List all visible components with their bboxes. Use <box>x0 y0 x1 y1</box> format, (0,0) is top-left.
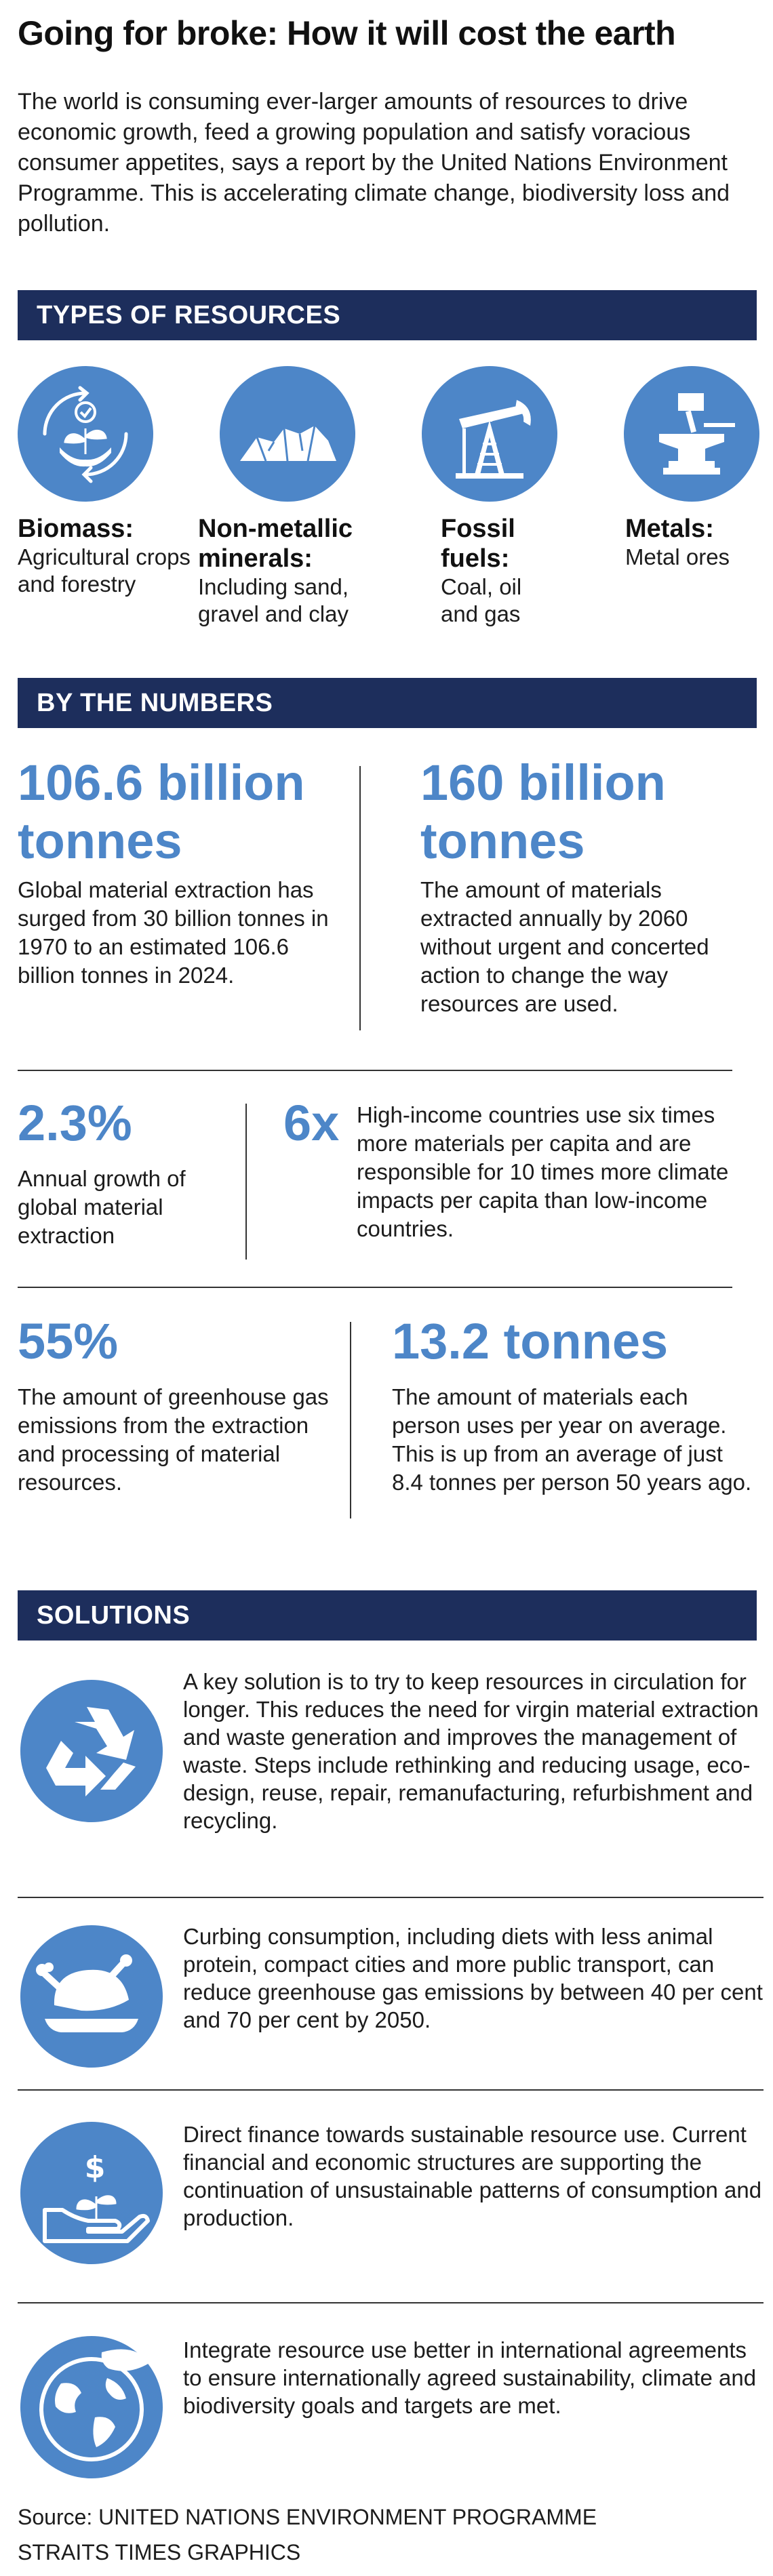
divider <box>18 1070 732 1071</box>
types-section-heading: TYPES OF RESOURCES <box>18 290 757 340</box>
svg-text:$: $ <box>84 2150 106 2185</box>
stat-value-growth: 2.3% <box>18 1095 132 1151</box>
divider <box>359 766 361 1030</box>
divider <box>350 1322 351 1518</box>
resource-metals <box>625 514 761 571</box>
resource-name: Non-metallic minerals: <box>198 515 353 573</box>
stat-text-extraction-2060: The amount of materials extracted annually by 2060 without urgent and concerted action to change the way resources are used. <box>420 877 709 1016</box>
stat-text-emissions: The amount of greenhouse gas emissions from the extraction and processing of material resources. <box>18 1384 329 1495</box>
source-line: Source: UNITED NATIONS ENVIRONMENT PROGRAMME <box>18 2505 597 2529</box>
resource-non-metallic-minerals <box>198 514 401 628</box>
resource-desc: Coal, oil and gas <box>441 574 522 626</box>
intro-paragraph: The world is consuming ever-larger amounts of resources to drive economic growth, feed a growing population and satisfy voracious consumer appetites, says a report by the United Nations Environment Programme. This is accelerating climate change, biodiversity loss and pollution. <box>18 89 730 237</box>
divider <box>18 2089 764 2091</box>
solution-text-consumption: Curbing consumption, including diets with less animal protein, compact cities and more public transport, can reduce greenhouse gas emissions by between 40 per cent and 70 per cent by 2050. <box>183 1924 763 2032</box>
page-title: Going for broke: How it will cost the earth <box>18 14 676 52</box>
credit-line: STRAITS TIMES GRAPHICS <box>18 2540 301 2564</box>
recycle-icon <box>20 1680 163 1822</box>
resource-fossil-fuels <box>441 514 563 628</box>
solutions-section-heading: SOLUTIONS <box>18 1590 757 1641</box>
solution-text-circulation: A key solution is to try to keep resources in circulation for longer. This reduces the need for virgin material extraction and waste generation and improves the management of waste. Steps include rethinking and reducing usage, eco-design, reuse, repair, remanufacturing, refurbishment and recycling. <box>183 1669 759 1833</box>
resource-biomass <box>18 514 194 598</box>
oil-pump-jack-icon <box>422 366 557 502</box>
divider <box>18 2302 764 2303</box>
rock-pile-icon <box>220 366 355 502</box>
stat-value-extraction-2060: 160 billion tonnes <box>420 754 666 869</box>
resource-desc: Including sand, gravel and clay <box>198 574 349 626</box>
resource-desc: Agricultural crops and forestry <box>18 544 191 597</box>
resource-name: Metals: <box>625 515 714 543</box>
divider <box>245 1104 247 1260</box>
stat-text-per-person: The amount of materials each person uses per year on average. This is up from an average of just 8.4 tonnes per person 50 years ago. <box>392 1384 752 1495</box>
stat-value-per-person: 13.2 tonnes <box>392 1313 669 1369</box>
stat-text-growth: Annual growth of global material extraction <box>18 1166 186 1248</box>
sprouting-plant-hands-icon <box>18 366 153 502</box>
stat-text-extraction-2024: Global material extraction has surged from 30 billion tonnes in 1970 to an estimated 106.6 billion tonnes in 2024. <box>18 877 329 988</box>
resource-name: Biomass: <box>18 515 134 543</box>
stat-value-extraction-2024: 106.6 billion tonnes <box>18 754 305 869</box>
roast-chicken-icon <box>20 1925 163 2068</box>
anvil-hammer-icon <box>624 366 759 502</box>
stat-value-high-income: 6x <box>283 1095 340 1151</box>
stat-value-emissions: 55% <box>18 1313 119 1369</box>
divider <box>18 1897 764 1898</box>
solution-text-agreements: Integrate resource use better in international agreements to ensure internationally agreed sustainability, climate and biodiversity goals and targets are met. <box>183 2337 757 2418</box>
globe-leaf-icon <box>20 2336 163 2478</box>
solution-text-finance: Direct finance towards sustainable resource use. Current financial and economic structures are supporting the continuation of unsustainable patterns of consumption and production. <box>183 2122 762 2230</box>
divider <box>18 1287 732 1288</box>
resource-desc: Metal ores <box>625 544 730 569</box>
resource-name: Fossil fuels: <box>441 515 515 573</box>
hand-money-plant-icon <box>20 2122 163 2264</box>
stat-text-high-income: High-income countries use six times more materials per capita and are responsible for 10 times more climate impacts per capita than low-income countries. <box>357 1102 729 1241</box>
numbers-section-heading: BY THE NUMBERS <box>18 678 757 728</box>
